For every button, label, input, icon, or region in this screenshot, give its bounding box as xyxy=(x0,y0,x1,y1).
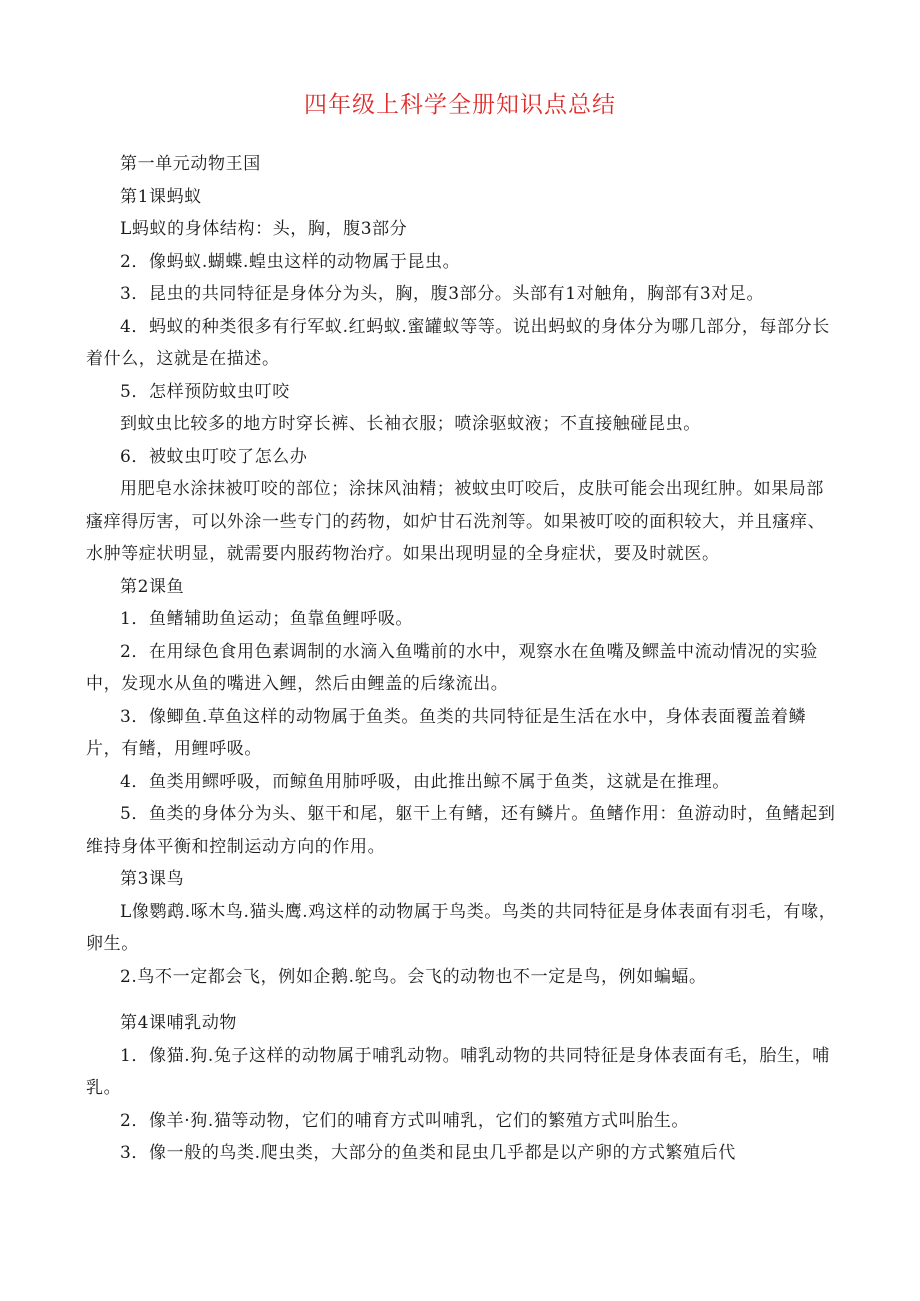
paragraph: 4．蚂蚁的种类很多有行军蚁.红蚂蚁.蜜罐蚁等等。说出蚂蚁的身体分为哪几部分，每部分长着什么，这就是在描述。 xyxy=(86,316,830,369)
paragraph: 1．鱼鳍辅助鱼运动；鱼靠鱼鲤呼吸。 xyxy=(120,609,414,629)
paragraph: L蚂蚁的身体结构：头，胸，腹3部分 xyxy=(120,219,408,239)
paragraph: 1．像猫.狗.兔子这样的动物属于哺乳动物。哺乳动物的共同特征是身体表面有毛，胎生，哺乳。 xyxy=(86,1045,830,1098)
unit-heading: 第一单元动物王国 xyxy=(120,154,261,174)
paragraph: L像鹦鹉.啄木鸟.猫头鹰.鸡这样的动物属于鸟类。鸟类的共同特征是身体表面有羽毛，有喙，卵生。 xyxy=(86,901,837,954)
paragraph: 2．在用绿色食用色素调制的水滴入鱼嘴前的水中，观察水在鱼嘴及鳏盖中流动情况的实验中，发现水从鱼的嘴进入鲤，然后由鲤盖的后缘流出。 xyxy=(86,641,818,694)
paragraph: 6．被蚊虫叮咬了怎么办 xyxy=(120,446,308,467)
paragraph: 用肥皂水涂抹被叮咬的部位；涂抹风油精；被蚊虫叮咬后，皮肤可能会出现红肿。如果局部瘙痒得厉害，可以外涂一些专门的药物，如炉甘石洗剂等。如果被叮咬的面积较大，并且瘙痒、水肿等症状明显，就需要内服药物治疗。如果出现明显的全身症状，要及时就医。 xyxy=(86,479,826,564)
lesson-heading: 第1课蚂蚁 xyxy=(120,186,202,207)
document-body xyxy=(86,148,838,1170)
paragraph: 5．怎样预防蚊虫叮咬 xyxy=(120,381,290,402)
lesson-heading: 第3课鸟 xyxy=(120,869,185,889)
lesson-heading: 第4课哺乳动物 xyxy=(120,1013,238,1033)
paragraph: 3．像鲫鱼.草鱼这样的动物属于鱼类。鱼类的共同特征是生活在水中，身体表面覆盖着鳞片，有鳍，用鲤呼吸。 xyxy=(86,706,807,759)
paragraph: 5．鱼类的身体分为头、躯干和尾，躯干上有鳍，还有鳞片。鱼鳍作用：鱼游动时，鱼鳍起到维持身体平衡和控制运动方向的作用。 xyxy=(86,804,836,857)
paragraph: 到蚊虫比较多的地方时穿长裤、长袖衣服；喷涂驱蚊液；不直接触碰昆虫。 xyxy=(120,414,701,434)
paragraph: 4．鱼类用鳏呼吸，而鲸鱼用肺呼吸，由此推出鲸不属于鱼类，这就是在推理。 xyxy=(120,771,730,792)
lesson-heading: 第2课鱼 xyxy=(120,576,185,597)
paragraph: 2．像羊·狗.猫等动物，它们的哺育方式叫哺乳，它们的繁殖方式叫胎生。 xyxy=(120,1110,690,1131)
paragraph: 2.鸟不一定都会飞，例如企鹅.鸵鸟。会飞的动物也不一定是鸟，例如蝙蝠。 xyxy=(120,966,707,987)
paragraph: 3．像一般的鸟类.爬虫类，大部分的鱼类和昆虫几乎都是以产卵的方式繁殖后代 xyxy=(120,1143,736,1163)
page-title: 四年级上科学全册知识点总结 xyxy=(304,92,616,118)
paragraph: 3．昆虫的共同特征是身体分为头，胸，腹3部分。头部有1对触角，胸部有3对足。 xyxy=(120,284,765,304)
paragraph: 2．像蚂蚁.蝴蝶.蝗虫这样的动物属于昆虫。 xyxy=(120,251,461,272)
